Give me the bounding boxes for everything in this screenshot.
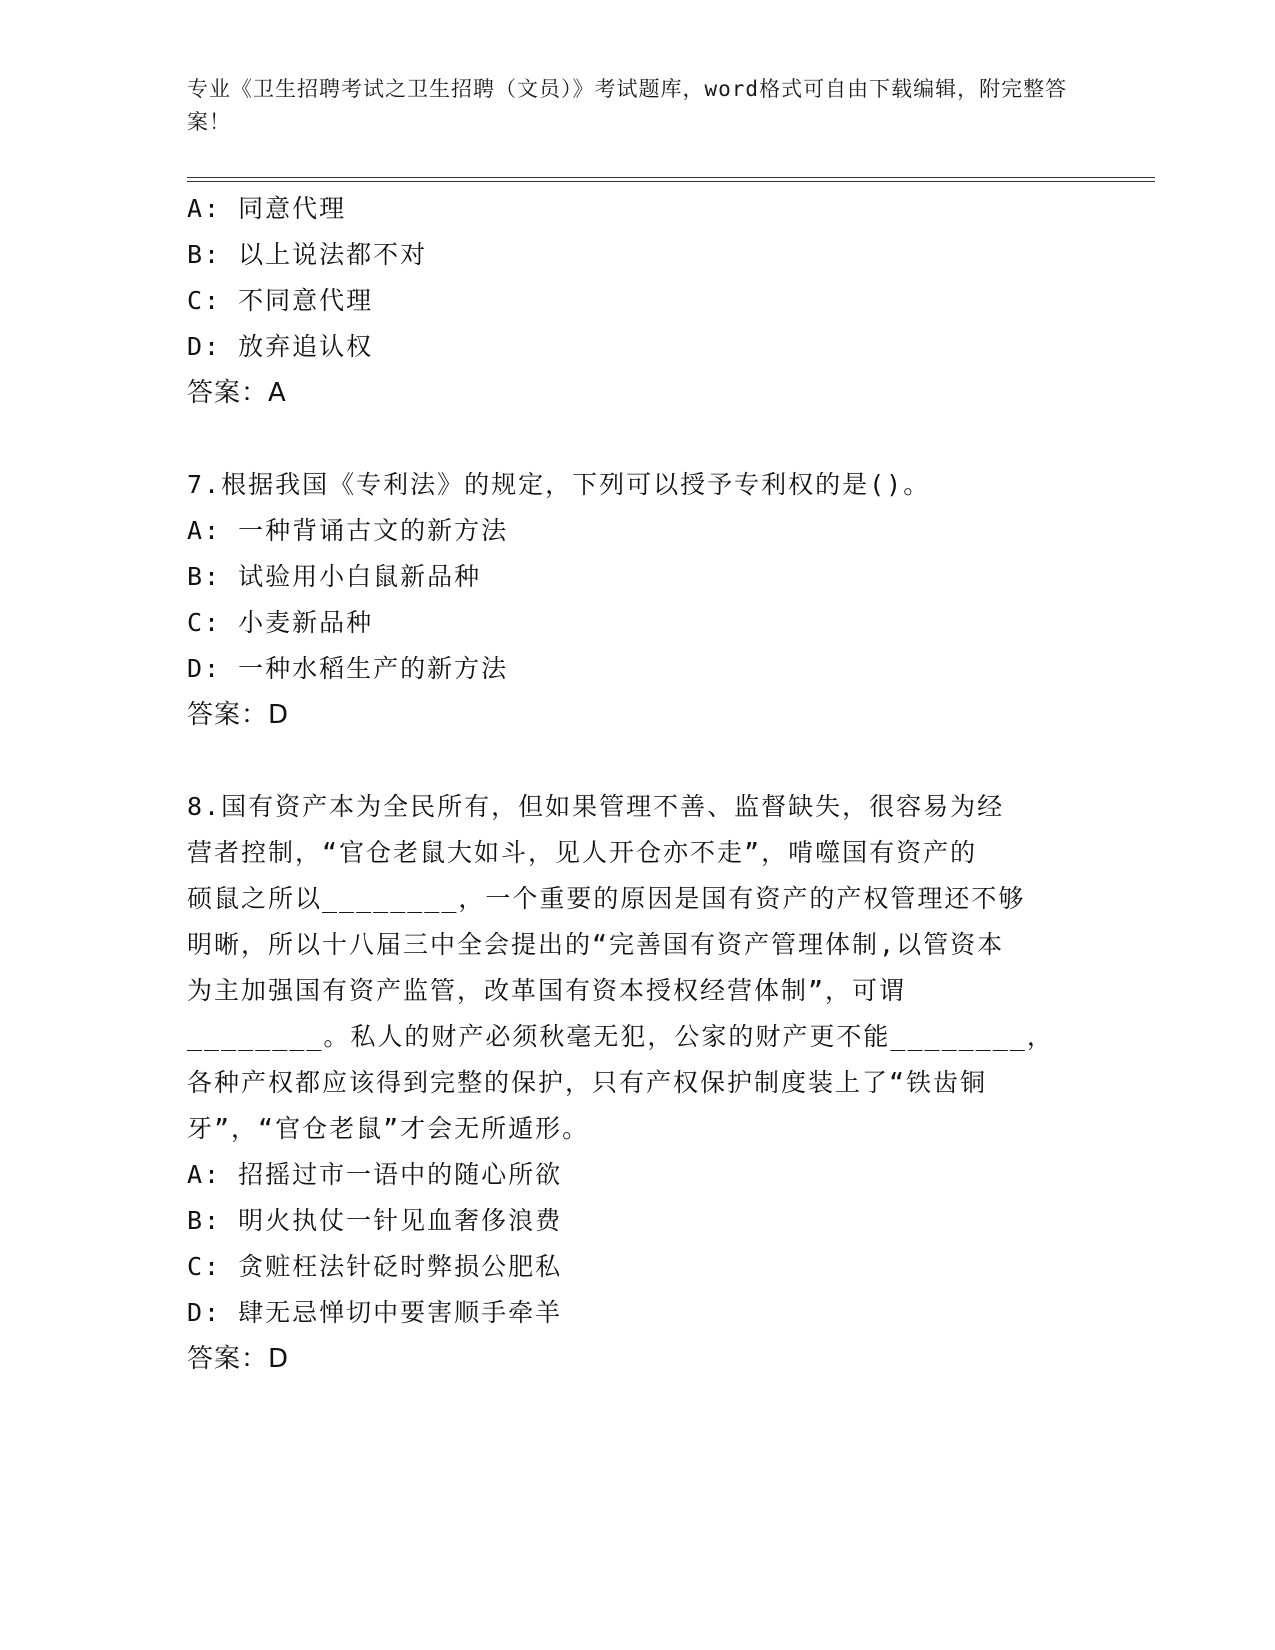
question-text-line: 营者控制，“官仓老鼠大如斗，见人开仓亦不走”，啃噬国有资产的	[187, 838, 978, 867]
spacer	[187, 738, 1087, 784]
question-block-8	[187, 784, 1087, 1382]
option-c: C: 贪赃枉法针砭时弊损公肥私	[187, 1252, 563, 1281]
answer: 答案：A	[187, 378, 287, 408]
option-a: A: 一种背诵古文的新方法	[187, 516, 509, 545]
option-b: B: 以上说法都不对	[187, 240, 428, 269]
option-b: B: 试验用小白鼠新品种	[187, 562, 482, 591]
document-body	[187, 186, 1087, 1382]
option-c: C: 小麦新品种	[187, 608, 374, 637]
question-text-line: 8.国有资产本为全民所有，但如果管理不善、监督缺失，很容易为经	[187, 792, 1005, 821]
question-text-line: ________。私人的财产必须秋毫无犯，公家的财产更不能________，	[187, 1022, 1054, 1051]
question-block-6	[187, 186, 1087, 416]
question-text-line: 牙”，“官仓老鼠”才会无所遁形。	[187, 1114, 590, 1143]
header-divider	[187, 177, 1155, 182]
spacer	[187, 416, 1087, 462]
option-a: A: 同意代理	[187, 194, 347, 223]
option-d: D: 放弃追认权	[187, 332, 374, 361]
option-d: D: 一种水稻生产的新方法	[187, 654, 509, 683]
option-b: B: 明火执仗一针见血奢侈浪费	[187, 1206, 563, 1235]
question-text: 7.根据我国《专利法》的规定，下列可以授予专利权的是()。	[187, 470, 931, 499]
question-block-7	[187, 462, 1087, 738]
question-text-line: 为主加强国有资产监管，改革国有资本授权经营体制”，可谓	[187, 976, 907, 1005]
option-c: C: 不同意代理	[187, 286, 374, 315]
question-text-line: 明晰，所以十八届三中全会提出的“完善国有资产管理体制,以管资本	[187, 930, 1005, 959]
question-text-line: 各种产权都应该得到完整的保护，只有产权保护制度装上了“铁齿铜	[187, 1068, 988, 1097]
answer: 答案：D	[187, 1344, 290, 1374]
option-d: D: 肆无忌惮切中要害顺手牵羊	[187, 1298, 563, 1327]
answer: 答案：D	[187, 700, 290, 730]
question-text-line: 硕鼠之所以________，一个重要的原因是国有资产的产权管理还不够	[187, 884, 1026, 913]
document-header: 专业《卫生招聘考试之卫生招聘（文员）》考试题库，word格式可自由下载编辑，附完整答案！	[187, 77, 1068, 134]
option-a: A: 招摇过市一语中的随心所欲	[187, 1160, 563, 1189]
